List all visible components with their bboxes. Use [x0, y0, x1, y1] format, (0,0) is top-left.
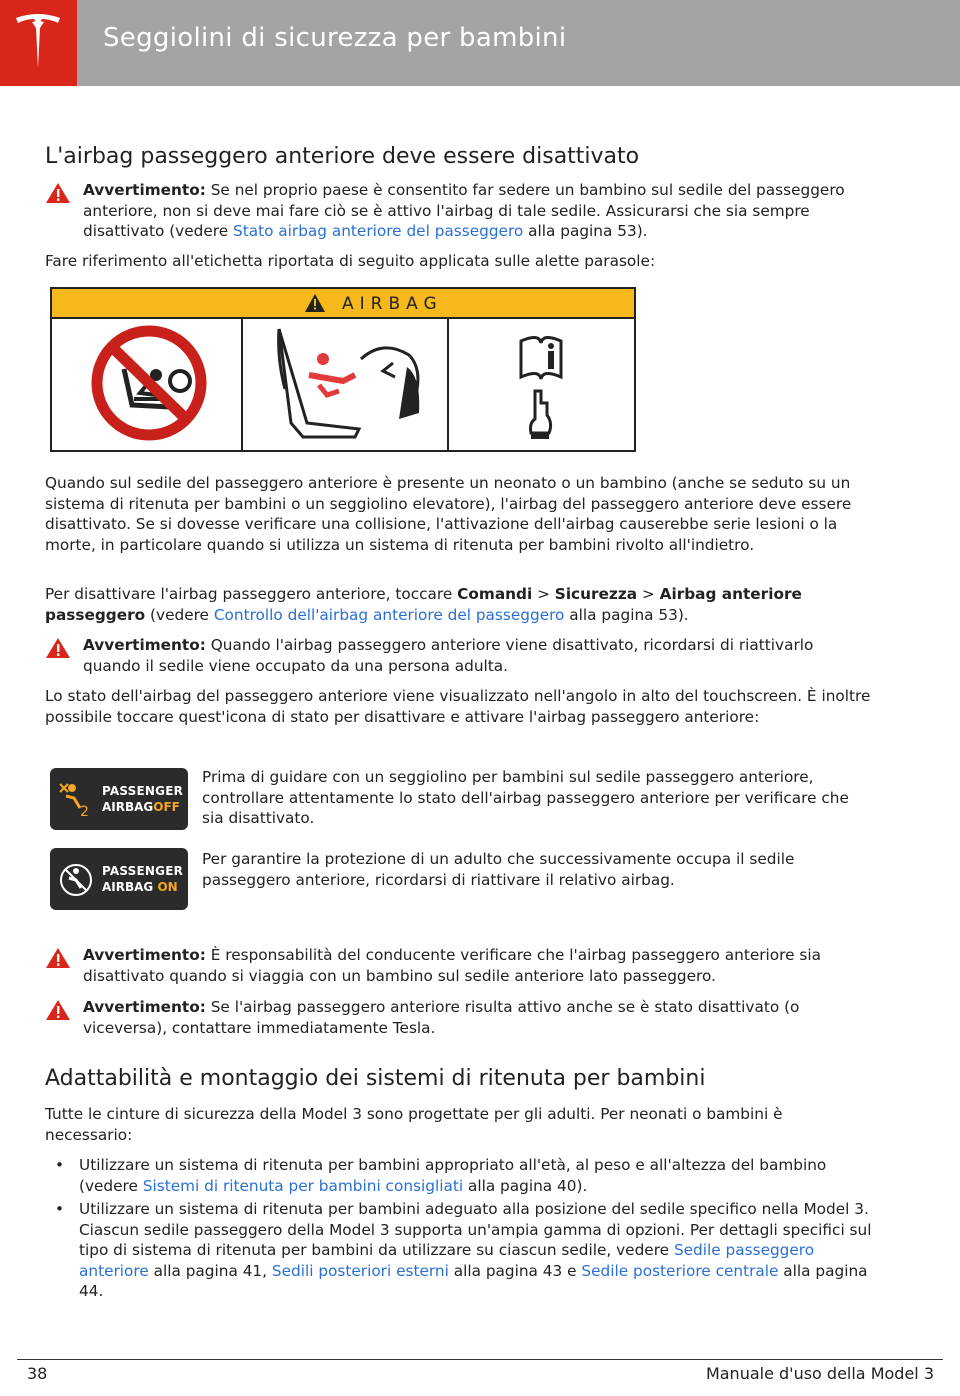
- section-heading-restraint: Adattabilità e montaggio dei sistemi di ritenuta per bambini: [45, 1066, 706, 1091]
- warning-label: Avvertimento:: [83, 946, 206, 964]
- tesla-logo-icon: [14, 12, 62, 72]
- page-number: 38: [27, 1364, 48, 1383]
- warning-triangle-icon: [45, 947, 71, 969]
- warning-triangle-icon: [45, 999, 71, 1021]
- status-off-description: Prima di guidare con un seggiolino per bambini sul sedile passeggero anteriore, controllare attentamente lo stato dell'airbag passeggero anteriore per verificare che sia disattivato.: [202, 768, 849, 827]
- airbag-deployment-icon: [243, 319, 448, 449]
- status-off-line2: AIRBAGOFF: [102, 800, 180, 814]
- airbag-label-text: AIRBAG: [342, 294, 443, 314]
- link-sedile-centrale[interactable]: Sedile posteriore centrale: [581, 1261, 779, 1280]
- link-sedile-anteriore[interactable]: Sedile passeggero anteriore: [79, 1241, 815, 1280]
- manual-name: Manuale d'uso della Model 3: [705, 1364, 934, 1383]
- list-item: • Utilizzare un sistema di ritenuta per bambini adeguato alla posizione del sedile specifico nella Model 3. Ciascun sedile passeggero della Model 3 supporta un'ampia gamma di opzioni. Per dettagli specifici sul tipo di sistema di ritenuta per bambini da utilizzare su ciascun sedile, vedere Sedile passeggero anteriore alla pagina 41, Sedili posteriori esterni alla pagina 43 e Sedile posteriore centrale alla pagina 44.: [45, 1199, 875, 1302]
- restraint-list: [45, 1155, 875, 1302]
- prohibited-child-seat-icon: [52, 319, 242, 449]
- warning-triangle-icon: [45, 637, 71, 659]
- tesla-logo: [0, 0, 77, 86]
- section-heading-airbag: L'airbag passeggero anteriore deve essere disattivato: [45, 144, 640, 169]
- status-on-line2: AIRBAG ON: [102, 880, 178, 894]
- read-manual-icon: [449, 319, 633, 449]
- passenger-airbag-off-indicator[interactable]: [50, 768, 188, 830]
- link-sistemi-consigliati[interactable]: Sistemi di ritenuta per bambini consigliati: [142, 1176, 464, 1195]
- svg-text:2: 2: [80, 804, 89, 820]
- warning-label: Avvertimento:: [83, 998, 206, 1016]
- airbag-off-icon: [58, 780, 98, 820]
- warning-text-end: alla pagina 53).: [523, 222, 648, 240]
- link-sedili-esterni[interactable]: Sedili posteriori esterni: [271, 1261, 449, 1280]
- warning-text: Quando l'airbag passeggero anteriore viene disattivato, ricordarsi di riattivarlo quando il sedile viene occupato da una persona adulta.: [83, 636, 814, 675]
- status-off-line1: PASSENGER: [102, 784, 184, 798]
- paragraph-child-seat: Quando sul sedile del passeggero anteriore è presente un neonato o un bambino (anche se seduto su un sistema di ritenuta per bambini o un seggiolino elevatore), l'airbag del passeggero anteriore deve essere disattivato. Se si dovesse verificare una collisione, l'attivazione dell'airbag causerebbe serie lesioni o la morte, in particolare quando si utilizza un sistema di ritenuta per bambini rivolto all'indietro.: [45, 474, 852, 554]
- page-title: Seggiolini di sicurezza per bambini: [103, 23, 567, 53]
- status-on-description: Per garantire la protezione di un adulto che successivamente occupa il sedile passeggero anteriore, ricordarsi di riattivare il relativo airbag.: [202, 850, 795, 889]
- warning-triangle-icon: [304, 293, 326, 313]
- airbag-warning-label-image: [50, 287, 636, 452]
- airbag-deploy-cell: [243, 319, 449, 450]
- warning-box: [45, 635, 875, 676]
- footer-divider: [17, 1359, 943, 1360]
- warning-triangle-icon: [45, 182, 71, 204]
- list-item: • Utilizzare un sistema di ritenuta per bambini appropriato all'età, al peso e all'altezza del bambino (vedere Sistemi di ritenuta per bambini consigliati alla pagina 40).: [45, 1155, 875, 1196]
- restraint-intro: Tutte le cinture di sicurezza della Model 3 sono progettate per gli adulti. Per neonati o bambini è necessario:: [45, 1105, 783, 1144]
- airbag-label-band: [52, 289, 634, 319]
- warning-text: Se nel proprio paese è consentito far sedere un bambino sul sedile del passeggero anteriore, non si deve mai fare ciò se è attivo l'airbag di tale sedile. Assicurarsi che sia sempre disattivato (vedere: [83, 181, 845, 240]
- status-on-line1: PASSENGER: [102, 864, 184, 878]
- link-controllo-airbag[interactable]: Controllo dell'airbag anteriore del passeggero: [213, 605, 565, 624]
- paragraph-disable-airbag: Per disattivare l'airbag passeggero anteriore, toccare Comandi > Sicurezza > Airbag anteriore passeggero (vedere Controllo dell'airbag anteriore del passeggero alla pagina 53).: [45, 585, 802, 624]
- no-rear-facing-seat-cell: [52, 319, 243, 450]
- read-manual-cell: [449, 319, 634, 450]
- warning-label: Avvertimento:: [83, 181, 206, 199]
- warning-text: Se l'airbag passeggero anteriore risulta attivo anche se è stato disattivato (o viceversa), contattare immediatamente Tesla.: [83, 998, 800, 1037]
- warning-box: [45, 997, 875, 1038]
- passenger-airbag-on-indicator[interactable]: [50, 848, 188, 910]
- link-stato-airbag[interactable]: Stato airbag anteriore del passeggero: [232, 222, 524, 240]
- warning-text: È responsabilità del conducente verificare che l'airbag passeggero anteriore sia disattivato quando si viaggia con un bambino sul sedile anteriore lato passeggero.: [83, 946, 821, 985]
- warning-box: [45, 180, 875, 242]
- airbag-on-icon: [58, 860, 98, 900]
- warning-box: [45, 945, 875, 986]
- paragraph-status-icon: Lo stato dell'airbag del passeggero anteriore viene visualizzato nell'angolo in alto del touchscreen. È inoltre possibile toccare quest'icona di stato per disattivare e attivare l'airbag passeggero anteriore:: [45, 687, 871, 726]
- intro-text: Fare riferimento all'etichetta riportata di seguito applicata sulle alette parasole:: [45, 252, 656, 270]
- warning-label: Avvertimento:: [83, 636, 206, 654]
